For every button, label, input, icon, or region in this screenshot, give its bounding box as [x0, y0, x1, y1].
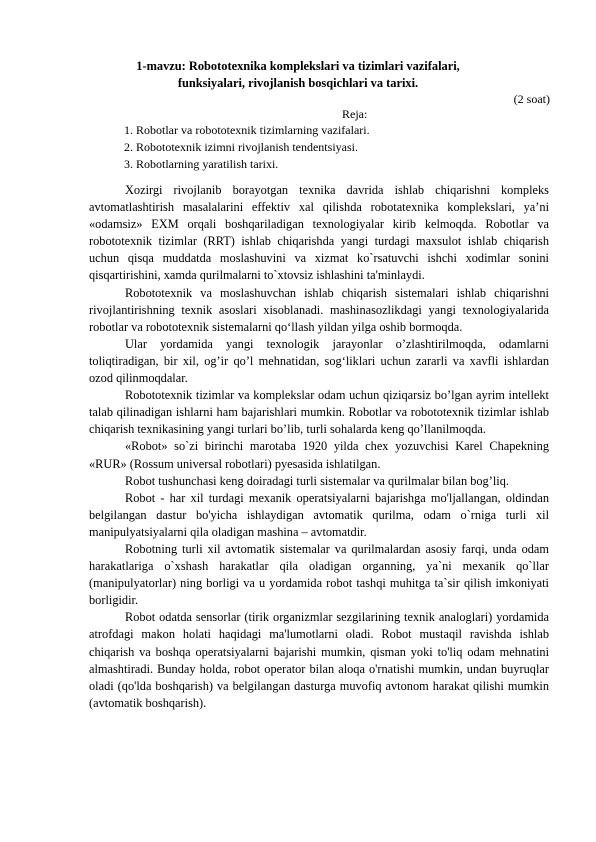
paragraph: Robototexnik tizimlar va komplekslar odam uchun qiziqarsiz bo’lgan ayrim intellekt talab qilinadigan ishlarni ham bajarishlari mumkin. Robotlar va robototexnik tizimlar ishlab chiqarish texnikasining yangi turlari bo’lib, turli sohalarda keng qo’llanilmoqda.	[89, 388, 549, 437]
duration-label: (2 soat)	[513, 92, 550, 106]
paragraph: Robototexnik va moslashuvchan ishlab chiqarish sistemalari ishlab chiqarishni rivojlantirishning texnik asoslari xisoblanadi. mashinasozlikdagi yangi texnologiyalarida robotlar va robototexnik sistemalarni qo‘llash yildan yilga oshib bormoqda.	[89, 285, 549, 334]
paragraph: Robot tushunchasi keng doiradagi turli sistemalar va qurilmalar bilan bog’liq.	[125, 473, 509, 488]
paragraph: Robot odatda sensorlar (tirik organizmlar sezgilarining texnik analoglari) yordamida atrofdagi makon holati haqidagi ma'lumotlarni oladi. Robot mustaqil ravishda ishlab chiqarish va boshqa operatsiyalarni bajarishi mumkin, qisman yoki to'liq odam mehnatini almashtiradi. Bunday holda, robot operator bilan aloqa o'rnatishi mumkin, undan buyruqlar oladi (qo'lda boshqarish) va belgilangan dasturga muvofiq avtonom harakat qilishi mumkin (avtomatik boshqarish).	[89, 610, 549, 710]
plan-list	[124, 122, 370, 173]
title-line-1: 1-mavzu: Robototexnika komplekslari va tizimlari vazifalari,	[136, 59, 460, 73]
plan-item: 2. Robototexnik izimni rivojlanish tendentsiyasi.	[124, 140, 358, 154]
plan-item: 1. Robotlar va robototexnik tizimlarning vazifalari.	[124, 123, 370, 137]
paragraph: Xozirgi rivojlanib borayotgan texnika davrida ishlab chiqarishni kompleks avtomatlashtirish masalalarini effektiv xal qilishda robotatexnika komplekslari, ya’ni «odamsiz» EXM orqali boshqariladigan texnologiyalar kirib kelmoqda. Robotlar va robototexnik tizimlar (RRT) ishlab chiqarishda yangi turdagi maxsulot ishlab chiqarish uchun qisqa muddatda moslashuvini va xizmat ko`rsatuvchi ishchi xodimlar sonini qisqartirishini, xamda qurilmalarni to`xtovsiz ishlashini ta'minlaydi.	[89, 183, 549, 283]
plan-heading: Reja:	[342, 107, 368, 121]
plan-item: 3. Robotlarning yaratilish tarixi.	[124, 157, 279, 171]
paragraph: Ular yordamida yangi texnologik jarayonlar o’zlashtirilmoqda, odamlarni toliqtiradigan, bir xil, og’ir qo’l mehnatidan, sog‘liklari uchun zararli va xavfli ishlardan ozod qilinmoqdalar.	[89, 336, 549, 386]
paragraph: Robot - har xil turdagi mexanik operatsiyalarni bajarishga mo'ljallangan, oldindan belgilangan dastur bo'yicha ishlaydigan avtomatik qurilma, odam o`rniga turli xil manipulyatsiyalarni qila oladigan mashina – avtomatdir.	[89, 490, 549, 539]
body-text	[89, 182, 549, 712]
paragraph: «Robot» so`zi birinchi marotaba 1920 yilda chex yozuvchisi Karel Chapekning «RUR» (Rossum universal robotlari) pyesasida ishlatilgan.	[89, 439, 549, 471]
title-line-2: funksiyalari, rivojlanish bosqichlari va tarixi.	[177, 76, 419, 90]
paragraph: Robotning turli xil avtomatik sistemalar va qurilmalardan asosiy farqi, unda odam harakatlariga o`xshash harakatlar qila oladigan organning, ya`ni mexanik qo`llar (manipulyatorlar) ning borligi va u yordamida robot tashqi muhitga ta`sir qilish imkoniyati borligidir.	[89, 541, 549, 608]
lecture-title	[86, 58, 510, 92]
